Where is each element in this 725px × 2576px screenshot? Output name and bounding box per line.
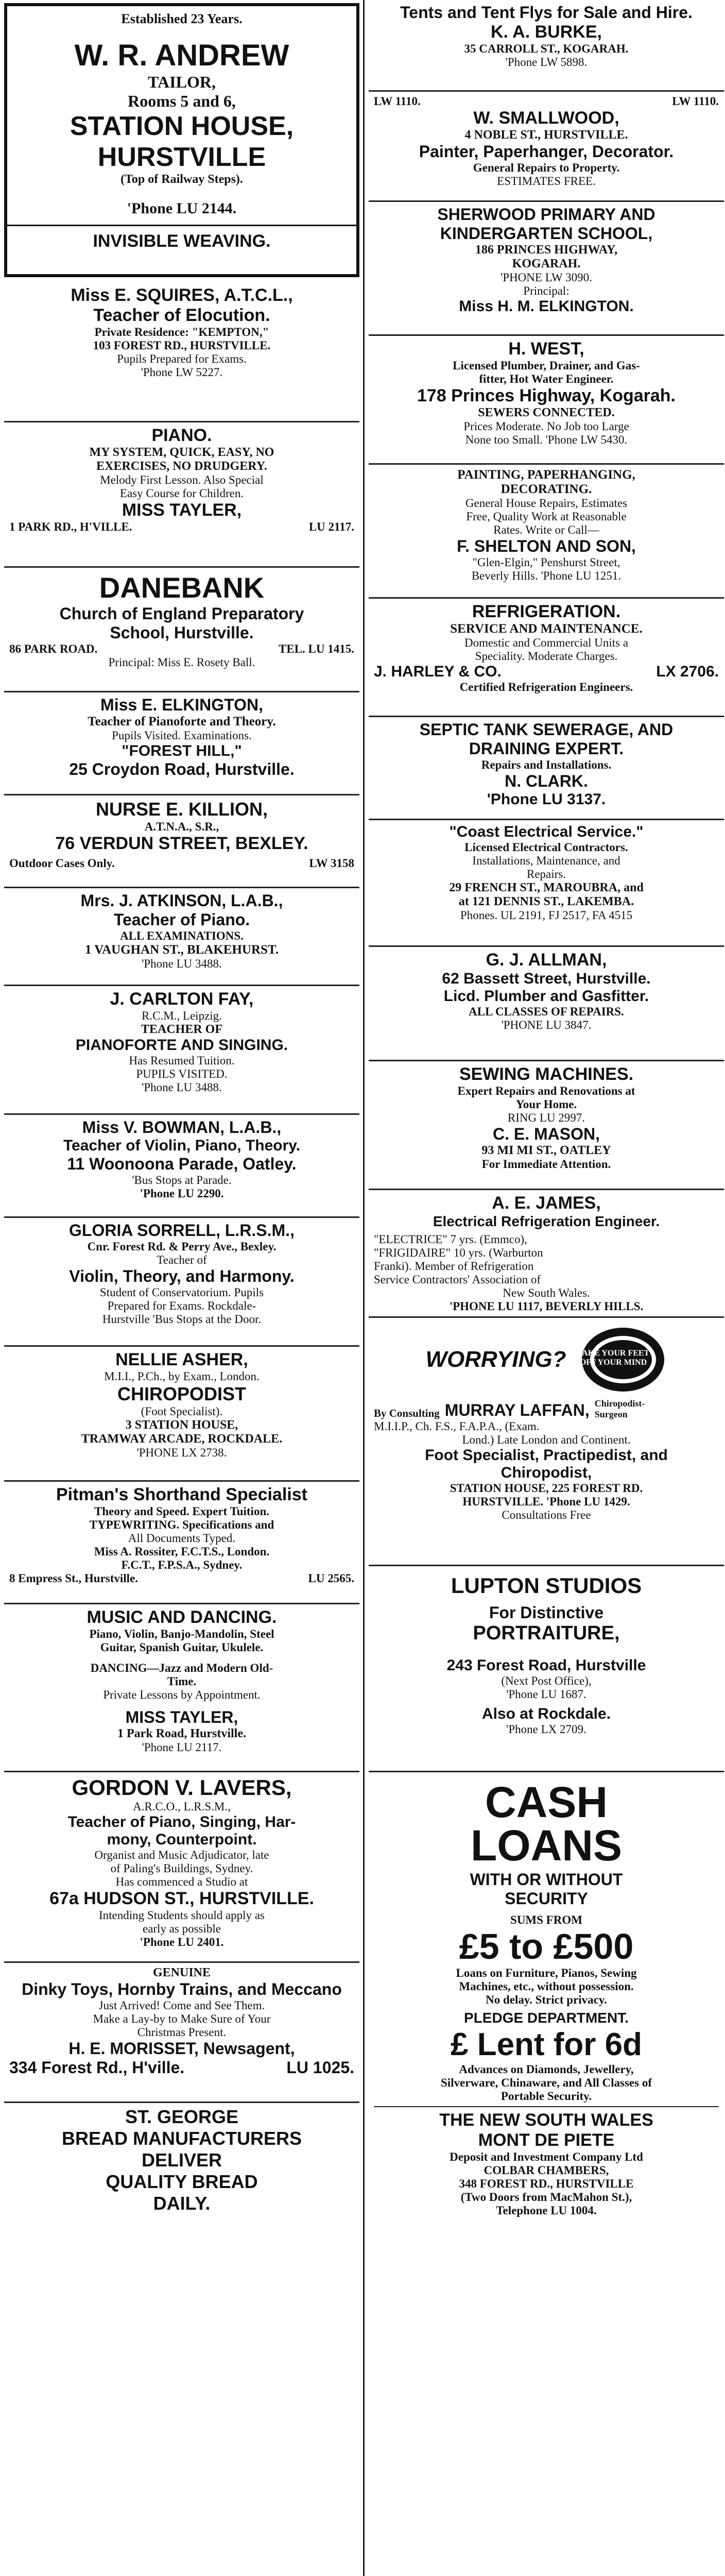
elkington-name: Miss E. ELKINGTON,: [100, 696, 263, 714]
james-line1: "ELECTRICE" 7 yrs. (Emmco),: [374, 1233, 527, 1246]
andrew-phone: 'Phone LU 2144.: [127, 200, 237, 217]
allman-name: G. J. ALLMAN,: [486, 950, 607, 970]
cash-amount: £5 to £500: [459, 1926, 634, 1967]
cash-line7: Silverware, Chinaware, and All Classes of: [441, 2076, 652, 2090]
morisset-phone: LU 1025.: [286, 2058, 354, 2077]
clark-title1: SEPTIC TANK SEWERAGE, AND: [419, 720, 674, 739]
danebank-principal: Principal: Miss E. Rosety Ball.: [108, 656, 255, 669]
lupton-next: (Next Post Office),: [501, 1674, 592, 1687]
smallwood-line2: ESTIMATES FREE.: [497, 175, 596, 188]
pitman-phone: LU 2565.: [308, 1572, 354, 1585]
coast-line4: 29 FRENCH ST., MAROUBRA, and: [449, 881, 644, 894]
clark-name: N. CLARK.: [505, 772, 588, 790]
burke-title: Tents and Tent Flys for Sale and Hire.: [400, 3, 693, 22]
james-line4: Service Contractors' Association of: [374, 1273, 541, 1286]
ad-lupton-studios: [369, 1566, 724, 1772]
danebank-address: 86 PARK ROAD.: [9, 642, 98, 655]
ad-sherwood: [369, 202, 724, 336]
fay-role1: TEACHER OF: [141, 1023, 222, 1036]
sherwood-principal-name: Miss H. M. ELKINGTON.: [459, 298, 634, 315]
harley-line3: Certified Refrigeration Engineers.: [459, 681, 633, 693]
andrew-rooms: Rooms 5 and 6,: [128, 92, 236, 110]
cash-separator: [374, 2106, 719, 2107]
smallwood-phone-left: LW 1110.: [374, 95, 421, 108]
sherwood-title2: KINDERGARTEN SCHOOL,: [440, 224, 653, 243]
coast-line2: Installations, Maintenance, and: [472, 854, 620, 867]
ad-shelton: [369, 465, 724, 599]
bowman-phone: 'Phone LU 2290.: [140, 1187, 224, 1200]
elkington-line: Pupils Visited. Examinations.: [112, 729, 252, 742]
shelton-title1: PAINTING, PAPERHANGING,: [457, 468, 635, 482]
elkington-house: "FOREST HILL,": [122, 742, 242, 759]
morisset-address: 334 Forest Rd., H'ville.: [9, 2058, 185, 2077]
morisset-line3: Christmas Present.: [137, 2026, 227, 2039]
music-line4: Time.: [167, 1675, 197, 1688]
james-line5: New South Wales.: [503, 1286, 590, 1299]
lupton-line2: PORTRAITURE,: [473, 1622, 620, 1644]
squires-phone: 'Phone LW 5227.: [141, 366, 223, 379]
clark-title2: DRAINING EXPERT.: [469, 739, 624, 758]
ad-mason-sewing: [369, 1061, 724, 1190]
ad-west-plumber: [369, 336, 724, 465]
burke-name: K. A. BURKE,: [491, 22, 602, 42]
asher-phone: 'PHONE LX 2738.: [136, 1446, 227, 1459]
mason-ring: RING LU 2997.: [507, 1111, 585, 1124]
laffan-role: Chiropodist-Surgeon: [594, 1398, 645, 1419]
lavers-line5: early as possible: [142, 1922, 221, 1935]
morisset-name: H. E. MORISSET, Newsagent,: [68, 2039, 295, 2058]
shelton-line1: General House Repairs, Estimates: [465, 497, 628, 510]
sorrell-address: Cnr. Forest Rd. & Perry Ave., Bexley.: [87, 1240, 277, 1253]
music-line3: DANCING—Jazz and Modern Old-: [90, 1662, 273, 1674]
laffan-name-row: [374, 1398, 719, 1420]
atkinson-phone: 'Phone LU 3488.: [142, 957, 222, 970]
west-line4: Prices Moderate. No Job too Large: [463, 420, 629, 433]
cash-title2: LOANS: [471, 1821, 622, 1870]
killion-address: 76 VERDUN STREET, BEXLEY.: [55, 834, 308, 853]
asher-house: 3 STATION HOUSE,: [125, 1418, 238, 1432]
cash-pledge: PLEDGE DEPARTMENT.: [464, 2010, 629, 2026]
sherwood-phone: 'PHONE LW 3090.: [500, 271, 592, 284]
sorrell-role: Violin, Theory, and Harmony.: [69, 1267, 295, 1285]
laffan-name: MURRAY LAFFAN,: [444, 1401, 590, 1419]
pitman-line2: TYPEWRITING. Specifications and: [89, 1518, 274, 1531]
harley-name: J. HARLEY & CO.: [374, 663, 502, 680]
elkington-role: Teacher of Pianoforte and Theory.: [88, 715, 276, 728]
coast-line5: at 121 DENNIS ST., LAKEMBA.: [458, 895, 634, 908]
ad-danebank: [4, 568, 359, 692]
laffan-line2: Lond.) Late London and Continent.: [462, 1433, 631, 1446]
coast-title: "Coast Electrical Service.": [449, 823, 644, 840]
sherwood-principal: Principal:: [523, 284, 569, 297]
piano-line3: Melody First Lesson. Also Special: [100, 473, 264, 486]
killion-contact-row: [9, 857, 354, 870]
clark-line: Repairs and Installations.: [481, 758, 612, 771]
ad-bowman: [4, 1115, 359, 1218]
ad-asher: [4, 1347, 359, 1482]
ad-james-refrigeration: [369, 1190, 724, 1318]
piano-phone: LU 2117.: [308, 520, 354, 533]
ad-smallwood: [369, 92, 724, 202]
squires-role: Teacher of Elocution.: [93, 306, 270, 325]
pitman-title: Pitman's Shorthand Specialist: [56, 1485, 307, 1504]
danebank-title: DANEBANK: [99, 571, 265, 604]
shelton-title2: DECORATING.: [500, 482, 592, 496]
andrew-note: (Top of Railway Steps).: [120, 173, 243, 186]
ad-carlton-fay: [4, 986, 359, 1115]
cash-title1: CASH: [485, 1778, 608, 1826]
pitman-line1: Theory and Speed. Expert Tuition.: [94, 1505, 269, 1518]
burke-address: 35 CARROLL ST., KOGARAH.: [464, 42, 629, 55]
piano-line4: Easy Course for Children.: [119, 487, 244, 500]
ad-elkington: [4, 692, 359, 795]
music-address: 1 Park Road, Hurstville.: [117, 1727, 246, 1740]
piano-contact-row: [9, 520, 354, 534]
allman-address: 62 Bassett Street, Hurstville.: [442, 970, 651, 987]
lavers-name: GORDON V. LAVERS,: [72, 1775, 292, 1800]
west-line1: Licensed Plumber, Drainer, and Gas-: [453, 359, 640, 372]
lupton-title: LUPTON STUDIOS: [451, 1573, 642, 1598]
pitman-line5: F.C.T., F.P.S.A., Sydney.: [121, 1558, 243, 1571]
bowman-address: 11 Woonoona Parade, Oatley.: [67, 1155, 297, 1173]
morisset-line2: Make a Lay-by to Make Sure of Your: [93, 2012, 271, 2025]
lavers-phone: 'Phone LU 2401.: [140, 1936, 224, 1948]
ad-squires: [4, 282, 359, 422]
laffan-address1: STATION HOUSE, 225 FOREST RD.: [450, 1482, 643, 1495]
cash-address: 348 FOREST RD., HURSTVILLE: [459, 2177, 634, 2191]
ad-burke-tents: [369, 0, 724, 92]
cash-line9: Deposit and Investment Company Ltd: [450, 2150, 643, 2164]
bread-line3: DELIVER: [141, 2149, 222, 2171]
ad-sorrell: [4, 1218, 359, 1347]
morisset-genuine: GENUINE: [152, 1966, 211, 1979]
lupton-address: 243 Forest Road, Hurstville: [446, 1657, 646, 1674]
mason-line1: Expert Repairs and Renovations at: [457, 1084, 635, 1097]
music-line5: Private Lessons by Appointment.: [103, 1688, 261, 1701]
cash-sums: SUMS FROM: [510, 1913, 582, 1926]
cash-lent: £ Lent for 6d: [450, 2027, 643, 2062]
cash-name1: THE NEW SOUTH WALES: [439, 2110, 653, 2130]
cash-line11: (Two Doors from MacMahon St.),: [460, 2191, 632, 2204]
clark-phone: 'Phone LU 3137.: [487, 791, 606, 808]
danebank-contact-row: [9, 642, 354, 656]
piano-address: 1 PARK RD., H'VILLE.: [9, 520, 132, 533]
james-phone: 'PHONE LU 1117, BEVERLY HILLS.: [449, 1300, 644, 1313]
james-line3: Franki). Member of Refrigeration: [374, 1260, 534, 1273]
ad-lavers: [4, 1772, 359, 1963]
ad-clark-septic: [369, 717, 724, 820]
danebank-tel: TEL. LU 1415.: [279, 642, 354, 655]
ad-allman: [369, 947, 724, 1061]
west-address: 178 Princes Highway, Kogarah.: [417, 386, 676, 405]
ad-coast-electrical: [369, 820, 724, 947]
lavers-credentials: A.R.C.O., L.R.S.M.,: [133, 1800, 231, 1813]
harley-title2: SERVICE AND MAINTENANCE.: [450, 622, 643, 636]
piano-line2: EXERCISES, NO DRUDGERY.: [96, 460, 267, 473]
bread-line2: BREAD MANUFACTURERS: [62, 2128, 302, 2149]
sorrell-line1: Student of Conservatorium. Pupils: [99, 1286, 264, 1299]
mason-line2: Your Home.: [515, 1098, 577, 1111]
bread-line1: ST. GEORGE: [125, 2106, 239, 2127]
ad-morisset: [4, 1963, 359, 2103]
atkinson-exams: ALL EXAMINATIONS.: [120, 929, 244, 942]
sorrell-name: GLORIA SORRELL, L.R.S.M.,: [69, 1221, 295, 1240]
piano-line1: MY SYSTEM, QUICK, EASY, NO: [89, 446, 274, 459]
cash-line2: SECURITY: [505, 1889, 588, 1908]
fay-visited: PUPILS VISITED.: [136, 1067, 228, 1080]
atkinson-role: Teacher of Piano.: [113, 910, 250, 929]
lavers-role1: Teacher of Piano, Singing, Har-: [67, 1814, 296, 1831]
morisset-contact-row: [9, 2058, 354, 2077]
harley-phone: LX 2706.: [656, 663, 719, 680]
burke-phone: 'Phone LW 5898.: [505, 56, 588, 69]
james-name: A. E. JAMES,: [492, 1193, 601, 1213]
cash-line1: WITH OR WITHOUT: [470, 1870, 623, 1889]
shelton-address2: Beverly Hills. 'Phone LU 1251.: [471, 569, 622, 582]
bread-line5: DAILY.: [153, 2193, 211, 2214]
sorrell-line2: Prepared for Exams. Rockdale-: [107, 1299, 256, 1312]
harley-line2: Speciality. Moderate Charges.: [475, 650, 618, 663]
pitman-contact-row: [9, 1572, 354, 1585]
sherwood-title1: SHERWOOD PRIMARY AND: [437, 205, 655, 224]
allman-role: Licd. Plumber and Gasfitter.: [443, 988, 649, 1005]
allman-line: ALL CLASSES OF REPAIRS.: [469, 1005, 624, 1018]
sherwood-town: KOGARAH.: [512, 257, 581, 270]
allman-phone: 'PHONE LU 3847.: [501, 1019, 592, 1031]
cash-line4: Machines, etc., without possession.: [459, 1980, 634, 1993]
squires-pupils: Pupils Prepared for Exams.: [117, 352, 247, 365]
cash-name2: MONT DE PIETE: [478, 2130, 615, 2150]
smallwood-name: W. SMALLWOOD,: [473, 108, 619, 128]
morisset-line1: Just Arrived! Come and See Them.: [98, 1999, 265, 2012]
squires-address: 103 FOREST RD., HURSTVILLE.: [93, 339, 271, 352]
shelton-address1: "Glen-Elgin," Penshurst Street,: [472, 556, 620, 569]
cash-phone: Telephone LU 1004.: [496, 2204, 597, 2217]
column-divider: [363, 0, 365, 2576]
fay-role2: PIANOFORTE AND SINGING.: [75, 1037, 288, 1054]
bread-line4: QUALITY BREAD: [106, 2171, 258, 2192]
pitman-line3: All Documents Typed.: [128, 1532, 236, 1545]
andrew-established: Established 23 Years.: [121, 11, 243, 26]
squires-residence: Private Residence: "KEMPTON,": [94, 326, 269, 338]
bowman-name: Miss V. BOWMAN, L.A.B.,: [82, 1118, 282, 1137]
killion-phone: LW 3158: [309, 857, 354, 870]
ad-st-george-bread: [4, 2103, 359, 2216]
lavers-address: 67a HUDSON ST., HURSTVILLE.: [49, 1889, 314, 1908]
bowman-bus: 'Bus Stops at Parade.: [132, 1174, 232, 1187]
music-name: MISS TAYLER,: [125, 1708, 238, 1726]
ad-piano-tayler: [4, 422, 359, 568]
cash-line8: Portable Security.: [500, 2090, 592, 2103]
cash-line3: Loans on Furniture, Pianos, Sewing: [456, 1967, 637, 1979]
fay-line: Has Resumed Tuition.: [129, 1054, 235, 1067]
music-title: MUSIC AND DANCING.: [87, 1607, 277, 1627]
harley-contact-row: [374, 663, 719, 681]
west-name: H. WEST,: [508, 339, 584, 359]
west-line2: fitter, Hot Water Engineer.: [479, 372, 614, 385]
ad-harley: [369, 599, 724, 717]
asher-spec: (Foot Specialist).: [141, 1405, 223, 1418]
music-phone: 'Phone LU 2117.: [142, 1741, 222, 1754]
james-role: Electrical Refrigeration Engineer.: [433, 1213, 660, 1229]
andrew-weaving: INVISIBLE WEAVING.: [93, 231, 271, 251]
ad-atkinson: [4, 888, 359, 986]
lavers-line4: Intending Students should apply as: [99, 1909, 265, 1922]
pitman-address: 8 Empress St., Hurstville.: [9, 1572, 139, 1585]
music-line2: Guitar, Spanish Guitar, Ukulele.: [100, 1641, 264, 1654]
mason-address: 93 MI MI ST., OATLEY: [481, 1144, 611, 1157]
bowman-role: Teacher of Violin, Piano, Theory.: [63, 1137, 301, 1154]
sorrell-teacher: Teacher of: [157, 1253, 207, 1266]
lupton-line1: For Distinctive: [489, 1603, 604, 1622]
music-line1: Piano, Violin, Banjo-Mandolin, Steel: [89, 1628, 274, 1640]
asher-arcade: TRAMWAY ARCADE, ROCKDALE.: [81, 1432, 283, 1446]
coast-phones: Phones. UL 2191, FJ 2517, FA 4515: [460, 909, 633, 922]
killion-credentials: A.T.N.A., S.R.,: [144, 820, 219, 833]
james-line2: "FRIGIDAIRE" 10 yrs. (Warburton: [374, 1246, 543, 1259]
ad-cash-loans: [369, 1772, 724, 2267]
lupton-phone2: 'Phone LX 2709.: [506, 1723, 586, 1736]
ad-music-dancing: [4, 1604, 359, 1772]
right-column: [369, 0, 724, 2576]
fay-name: J. CARLTON FAY,: [110, 989, 254, 1009]
lavers-line2: of Paling's Buildings, Sydney.: [110, 1862, 253, 1875]
lupton-phone: 'Phone LU 1687.: [506, 1688, 586, 1701]
andrew-name: W. R. ANDREW: [74, 39, 289, 72]
elkington-address: 25 Croydon Road, Hurstville.: [69, 760, 295, 778]
mason-line3: For Immediate Attention.: [481, 1158, 611, 1171]
sherwood-address: 186 PRINCES HIGHWAY,: [475, 243, 618, 257]
cash-line10: COLBAR CHAMBERS,: [484, 2164, 609, 2177]
left-column: [4, 0, 359, 2576]
shelton-name: F. SHELTON AND SON,: [457, 537, 636, 555]
coast-line1: Licensed Electrical Contractors.: [464, 841, 628, 854]
cash-line5: No delay. Strict privacy.: [486, 1993, 607, 2006]
shelton-line2: Free, Quality Work at Reasonable: [466, 510, 627, 523]
andrew-trade: TAILOR,: [148, 73, 216, 91]
cash-line6: Advances on Diamonds, Jewellery,: [459, 2063, 634, 2076]
mason-name: C. E. MASON,: [492, 1125, 600, 1143]
morisset-title: Dinky Toys, Hornby Trains, and Meccano: [22, 1980, 342, 1998]
harley-title1: REFRIGERATION.: [472, 602, 621, 621]
fay-credentials: R.C.M., Leipzig.: [142, 1009, 222, 1022]
laffan-slogan: TAKE YOUR FEET OFF YOUR MIND: [577, 1349, 650, 1367]
coast-line3: Repairs.: [526, 868, 566, 880]
asher-role: CHIROPODIST: [117, 1383, 246, 1404]
piano-name: MISS TAYLER,: [122, 500, 242, 520]
laffan-line4: Chiropodist,: [500, 1464, 592, 1481]
squires-name: Miss E. SQUIRES, A.T.C.L.,: [71, 285, 293, 305]
laffan-address2: HURSTVILLE. 'Phone LU 1429.: [462, 1495, 630, 1508]
laffan-line3: Foot Specialist, Practipedist, and: [425, 1447, 668, 1464]
laffan-line5: Consultations Free: [502, 1509, 591, 1521]
asher-name: NELLIE ASHER,: [115, 1350, 248, 1369]
west-line3: SEWERS CONNECTED.: [478, 406, 615, 419]
harley-line1: Domestic and Commercial Units a: [464, 636, 629, 649]
ad-laffan-chiropodist: [369, 1318, 724, 1566]
laffan-by: By Consulting: [374, 1407, 440, 1419]
laffan-worrying: WORRYING?: [425, 1347, 566, 1372]
danebank-line2: School, Hurstville.: [110, 623, 254, 642]
killion-cases: Outdoor Cases Only.: [9, 857, 115, 870]
mason-title: SEWING MACHINES.: [459, 1064, 634, 1084]
lupton-also: Also at Rockdale.: [481, 1705, 611, 1722]
smallwood-address: 4 NOBLE ST., HURSTVILLE.: [464, 128, 628, 142]
killion-name: NURSE E. KILLION,: [95, 799, 268, 820]
fay-phone: 'Phone LU 3488.: [142, 1081, 222, 1094]
atkinson-address: 1 VAUGHAN ST., BLAKEHURST.: [84, 943, 279, 957]
andrew-town: HURSTVILLE: [97, 142, 266, 172]
danebank-line1: Church of England Preparatory: [59, 604, 304, 623]
lavers-line1: Organist and Music Adjudicator, late: [94, 1849, 269, 1861]
smallwood-role: Painter, Paperhanger, Decorator.: [419, 142, 674, 161]
smallwood-phone-row: [374, 95, 719, 108]
lavers-line3: Has commenced a Studio at: [115, 1875, 248, 1888]
laffan-line1: M.I.I.P., Ch. F.S., F.A.P.A., (Exam.: [374, 1420, 540, 1433]
smallwood-line1: General Repairs to Property.: [473, 161, 620, 174]
shelton-line3: Rates. Write or Call—: [493, 523, 599, 536]
piano-title: PIANO.: [151, 426, 212, 445]
sorrell-line3: Hurstville 'Bus Stops at the Door.: [102, 1313, 262, 1326]
ad-andrew-tailor: [4, 3, 359, 277]
ad-killion: [4, 795, 359, 888]
west-line5: None too Small. 'Phone LW 5430.: [465, 433, 628, 446]
asher-credentials: M.I.I., P.Ch., by Exam., London.: [104, 1370, 260, 1383]
pitman-line4: Miss A. Rossiter, F.C.T.S., London.: [94, 1545, 270, 1558]
smallwood-phone-right: LW 1110.: [672, 95, 719, 108]
andrew-house: STATION HOUSE,: [70, 111, 294, 141]
ad-pitman: [4, 1482, 359, 1604]
atkinson-name: Mrs. J. ATKINSON, L.A.B.,: [80, 891, 283, 910]
lavers-role2: mony, Counterpoint.: [107, 1831, 257, 1848]
